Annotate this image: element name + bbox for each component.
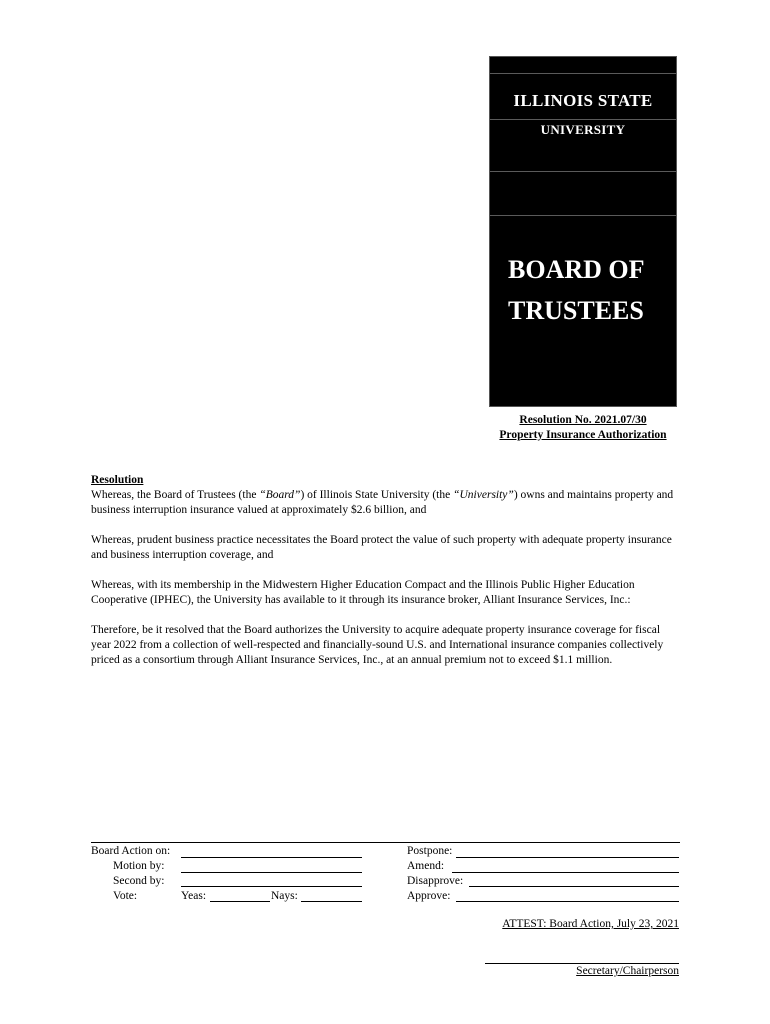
amend-field[interactable]: [452, 872, 679, 873]
banner-rule: [490, 73, 676, 74]
secretary-chairperson-signature[interactable]: Secretary/Chairperson: [485, 963, 679, 977]
board-title-line2: TRUSTEES: [508, 296, 644, 325]
disapprove-field[interactable]: [469, 886, 679, 887]
paragraph-whereas-2: Whereas, prudent business practice necessitates the Board protect the value of such property with adequate property insurance and business interruption coverage, and: [91, 534, 672, 561]
resolution-body: [91, 473, 681, 683]
vote-label: Vote:: [113, 890, 138, 902]
resolution-title: Property Insurance Authorization: [499, 429, 667, 441]
disapprove-label: Disapprove:: [407, 875, 464, 887]
banner-rule: [490, 171, 676, 172]
university-term: “University”: [453, 489, 514, 501]
paragraph-whereas-3: Whereas, with its membership in the Midwestern Higher Education Compact and the Illinois Public Higher Education Cooperative (IPHEC), the University has available to it through its insurance broker, Alliant Insurance Services, Inc.:: [91, 579, 635, 606]
nays-field[interactable]: [301, 901, 362, 902]
motion-by-field[interactable]: [181, 872, 362, 873]
banner-rule: [490, 119, 676, 120]
isu-board-banner: [489, 56, 677, 407]
attest-board-action: ATTEST: Board Action, July 23, 2021: [502, 918, 679, 930]
yeas-label: Yeas:: [181, 890, 207, 902]
board-of-trustees-title: [508, 249, 645, 331]
paragraph-therefore: Therefore, be it resolved that the Board authorizes the University to acquire adequate property insurance coverage for fiscal year 2022 from a collection of well-respected and financially-sound U.S. and International insurance companies collectively priced as a consortium through Alliant Insurance Services, Inc., at an annual premium not to exceed $1.1 million.: [91, 624, 664, 666]
paragraph-whereas-1: [91, 488, 681, 518]
p1-text-b: ) of Illinois State University (the: [300, 489, 454, 501]
nays-label: Nays:: [271, 890, 298, 902]
approve-field[interactable]: [456, 901, 679, 902]
postpone-label: Postpone:: [407, 845, 453, 857]
approve-label: Approve:: [407, 890, 451, 902]
form-divider: [91, 842, 680, 843]
p1-text-c: ) owns and maintains property and business interruption insurance valued at approximately $2.6 billion, and: [91, 489, 674, 516]
resolution-heading: [489, 413, 677, 443]
resolution-number: Resolution No. 2021.07/30: [519, 414, 647, 426]
second-by-label: Second by:: [113, 875, 165, 887]
board-term: “Board”: [259, 489, 301, 501]
second-by-field[interactable]: [181, 886, 362, 887]
amend-label: Amend:: [407, 860, 445, 872]
banner-rule: [490, 215, 676, 216]
board-action-on-label: Board Action on:: [91, 845, 171, 857]
yeas-field[interactable]: [210, 901, 270, 902]
postpone-field[interactable]: [456, 857, 679, 858]
board-title-line1: BOARD OF: [508, 255, 645, 284]
resolution-section-heading: Resolution: [91, 474, 144, 486]
university-name-line1: ILLINOIS STATE: [513, 91, 653, 110]
p1-text-a: Whereas, the Board of Trustees (the: [91, 489, 260, 501]
university-name-line2: UNIVERSITY: [540, 122, 626, 137]
motion-by-label: Motion by:: [113, 860, 165, 872]
board-action-on-field[interactable]: [181, 857, 362, 858]
